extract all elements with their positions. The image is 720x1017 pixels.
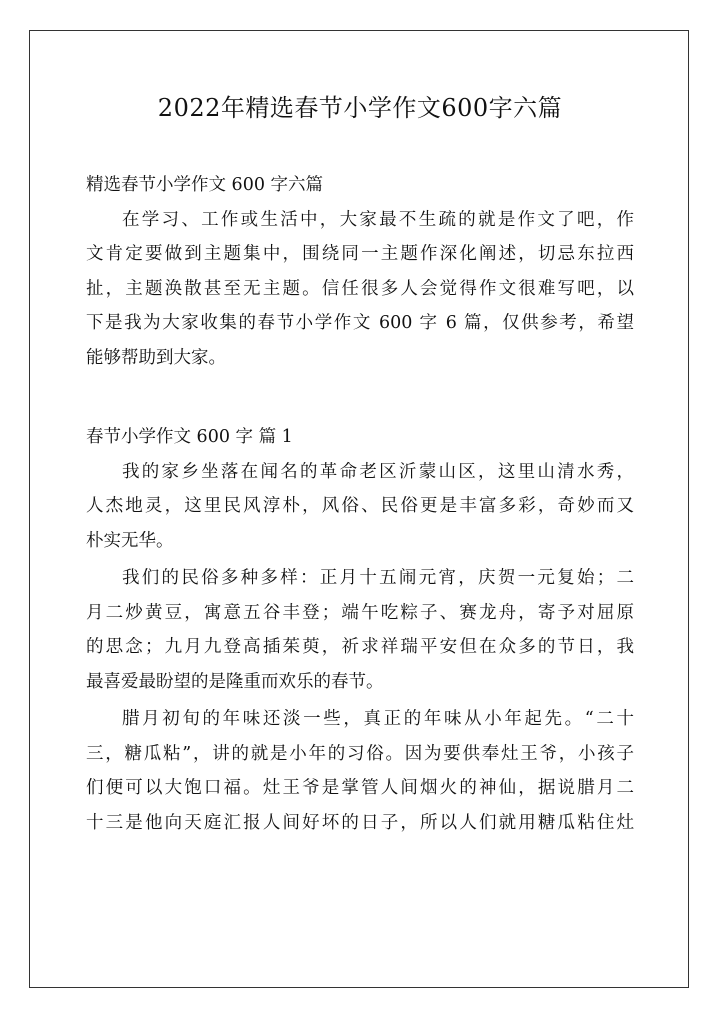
document-title: 2022年精选春节小学作文600字六篇 (157, 94, 563, 122)
essay-paragraph-1 (86, 455, 634, 559)
text-line: 十三是他向天庭汇报人间好坏的日子，所以人们就用糖瓜粘住灶 (86, 812, 634, 833)
essay-paragraph-2 (86, 561, 634, 699)
text-line: 朴实无华。 (86, 530, 174, 551)
text-line: 人杰地灵，这里民风淳朴，风俗、民俗更是丰富多彩，奇妙而又 (86, 496, 634, 516)
text-line: 下是我为大家收集的春节小学作文 600 字 6 篇，仅供参考，希望 (86, 313, 634, 333)
intro-paragraph (86, 203, 634, 376)
essay-paragraph-3 (86, 702, 634, 840)
essay-heading: 春节小学作文 600 字 篇 1 (86, 427, 293, 447)
text-line: 月二炒黄豆，寓意五谷丰登；端午吃粽子、赛龙舟，寄予对屈原 (86, 602, 634, 623)
text-line: 能够帮助到大家。 (86, 347, 226, 368)
text-line: 我们的民俗多种多样：正月十五闹元宵，庆贺一元复始；二 (122, 568, 634, 588)
text-line: 在学习、工作或生活中，大家最不生疏的就是作文了吧，作 (122, 209, 634, 230)
text-line: 我的家乡坐落在闻名的革命老区沂蒙山区，这里山清水秀， (122, 461, 634, 482)
text-line: 三，糖瓜粘”，讲的就是小年的习俗。因为要供奉灶王爷，小孩子 (86, 743, 634, 764)
document-body (86, 168, 634, 840)
text-line: 们便可以大饱口福。灶王爷是掌管人间烟火的神仙，据说腊月二 (86, 778, 634, 798)
text-line: 文肯定要做到主题集中，围绕同一主题作深化阐述，切忌东拉西 (86, 244, 634, 264)
intro-heading: 精选春节小学作文 600 字六篇 (86, 175, 324, 195)
text-line: 最喜爱最盼望的是隆重而欢乐的春节。 (86, 671, 384, 692)
text-line: 腊月初旬的年味还淡一些，真正的年味从小年起先。“二十 (122, 709, 634, 729)
text-line: 的思念；九月九登高插茱萸，祈求祥瑞平安但在众多的节日，我 (86, 637, 634, 657)
text-line: 扯，主题涣散甚至无主题。信任很多人会觉得作文很难写吧，以 (86, 278, 634, 299)
